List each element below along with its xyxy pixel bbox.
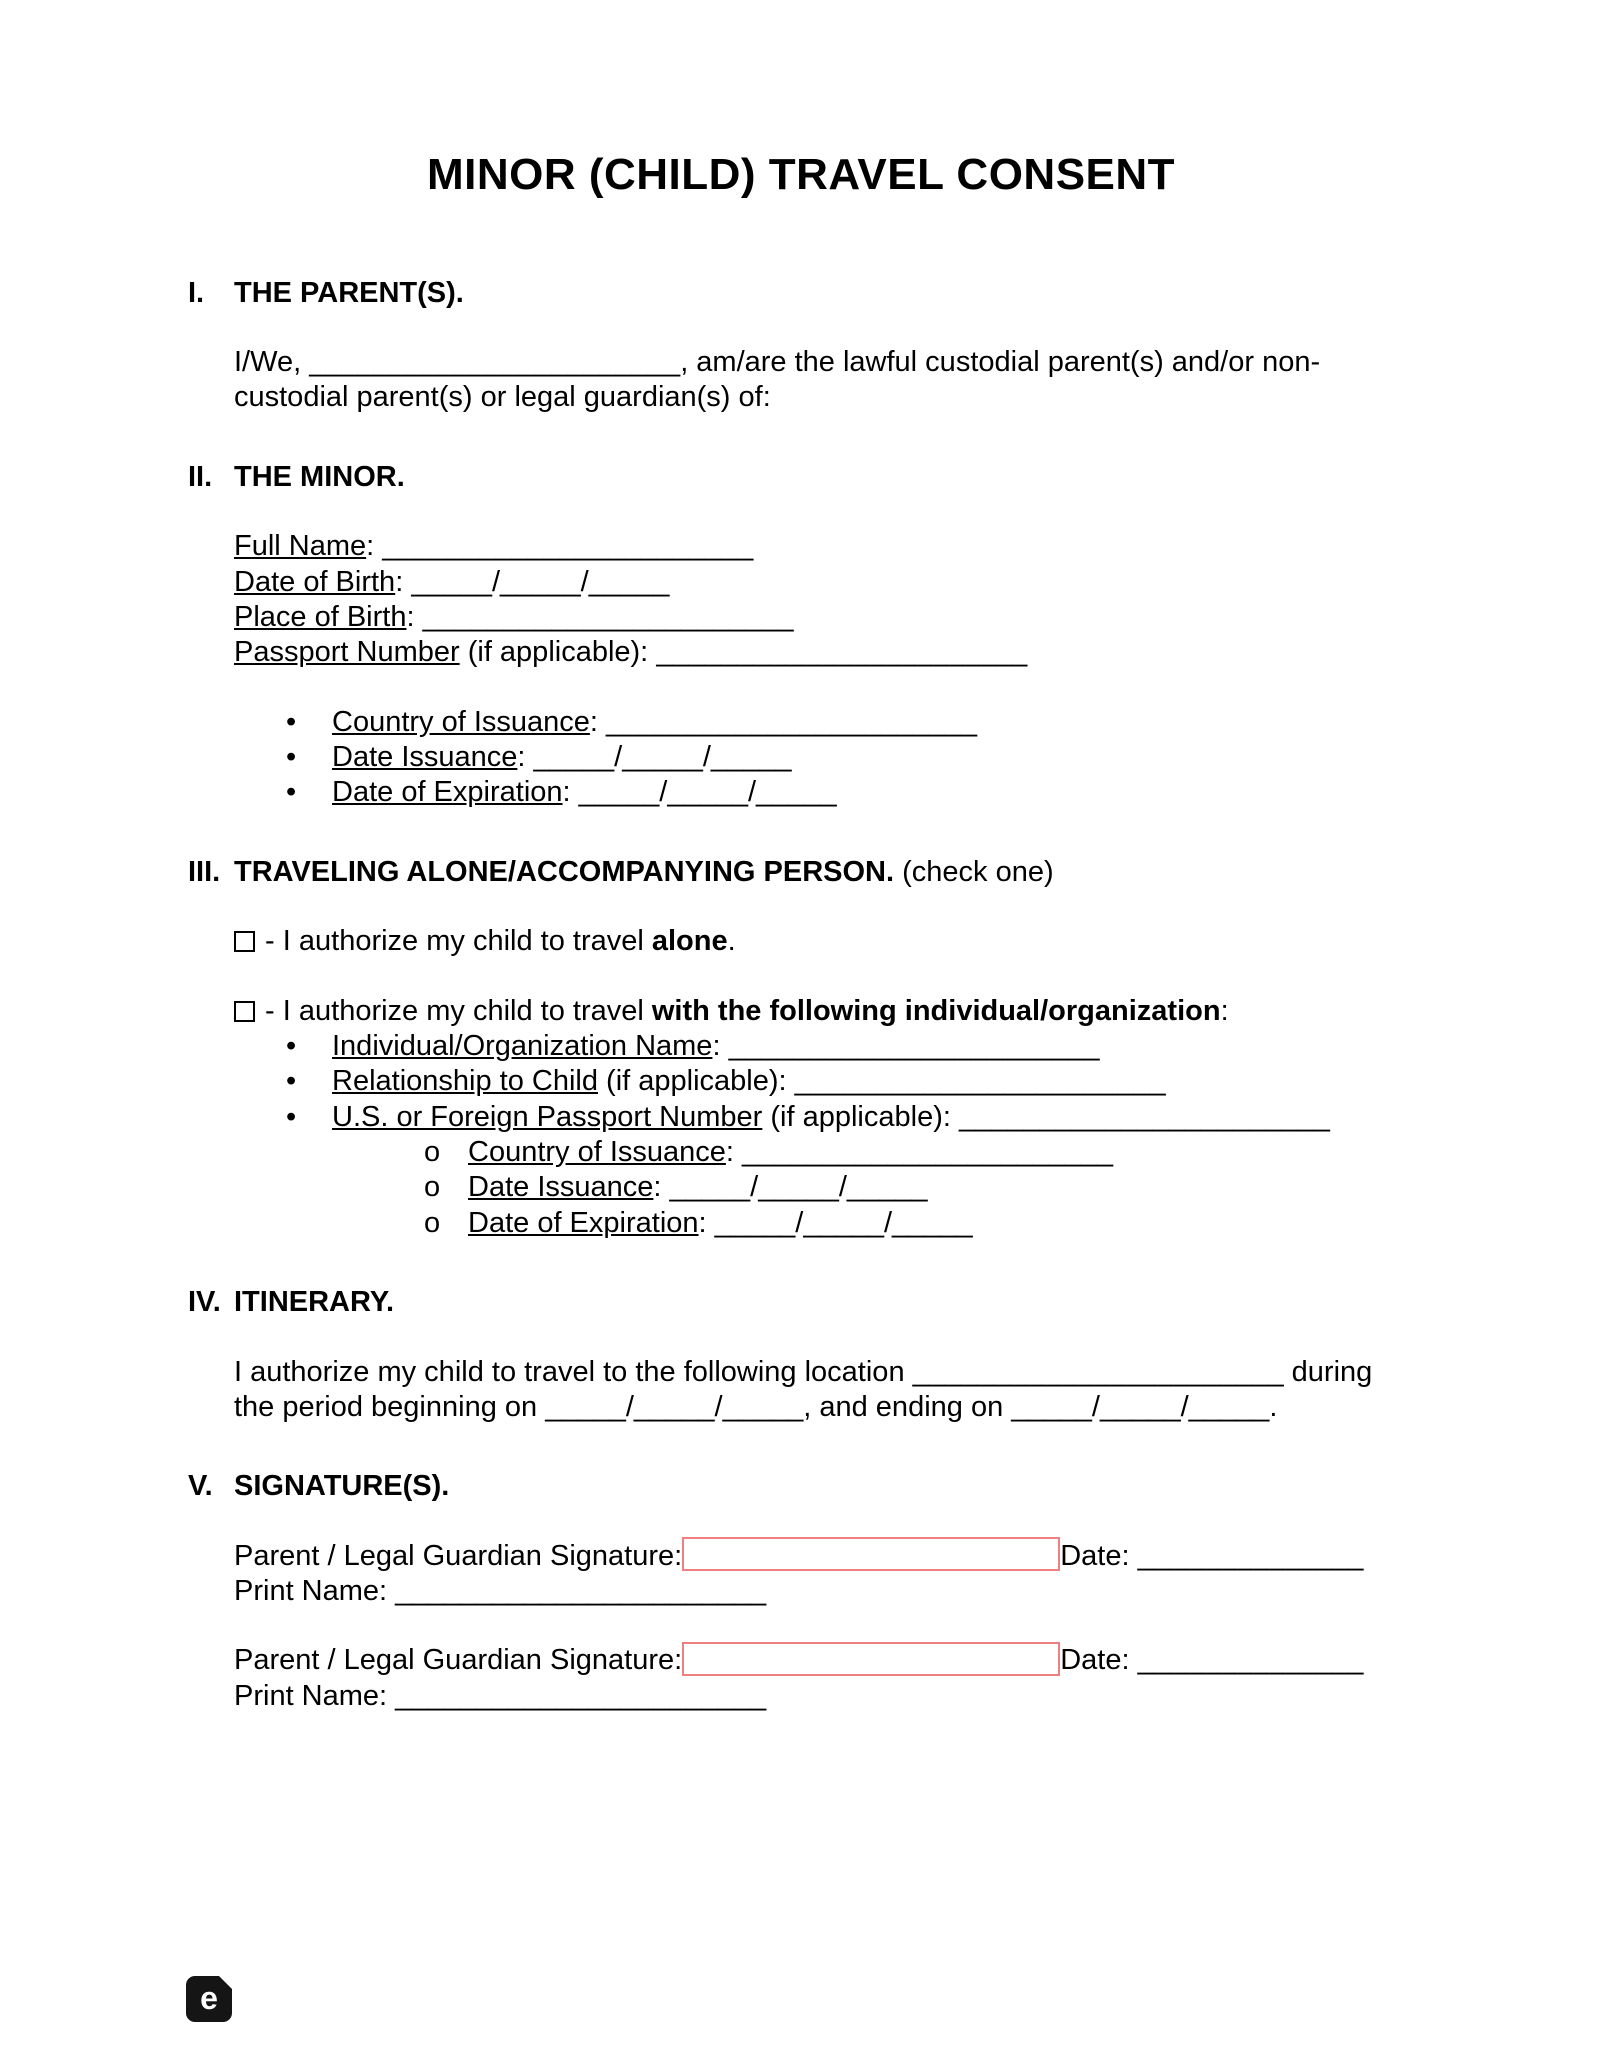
section-minor [188,460,1414,811]
signature-block-2 [234,1643,1414,1714]
itinerary-location-blank: _______________________ [912,1355,1284,1388]
subbullet-text [468,1170,928,1205]
section-signatures-heading: SIGNATURE(S). [234,1470,450,1503]
date-of-birth-separator: : [395,565,412,598]
circle-marker: o [424,1171,441,1204]
subbullet-date-of-expiration [424,1206,1414,1241]
field-date-of-birth [234,565,1414,600]
section-signatures-heading-row [188,1469,1414,1504]
minor-passport-details [234,705,1414,811]
signature-row-2 [234,1643,1414,1678]
print-name-blank-1: _______________________ [395,1575,767,1608]
section-traveling [188,855,1414,1241]
document-title: MINOR (CHILD) TRAVEL CONSENT [426,150,1176,199]
accompanying-date-of-expiration-blank: _____/_____/_____ [714,1206,973,1239]
signature-label-2: Parent / Legal Guardian Signature: [234,1644,683,1677]
bullet-marker: • [286,1065,297,1098]
date-issuance-blank: _____/_____/_____ [533,741,792,774]
print-name-row-2 [234,1679,1414,1714]
field-passport-number [234,635,1414,670]
accompanying-date-of-expiration-label: Date of Expiration [468,1206,699,1239]
full-name-separator: : [366,530,383,563]
subbullet-country-of-issuance [424,1135,1414,1170]
bullet-text [332,740,792,775]
itinerary-begin-date-blank: _____/_____/_____ [545,1390,804,1423]
travel-with-prefix: - I authorize my child to travel [257,994,652,1027]
section-signatures [188,1469,1414,1714]
us-foreign-passport-number-separator: (if applicable): [762,1100,959,1133]
itinerary-prefix: I authorize my child to travel to the following location [234,1355,913,1388]
parents-statement-line1 [234,345,1414,380]
section-traveling-heading-row [188,855,1414,890]
circle-marker: o [424,1136,441,1169]
bullet-marker: • [286,776,297,809]
travel-alone-prefix: - I authorize my child to travel [257,925,652,958]
travel-with-checkbox[interactable] [234,1001,255,1022]
relationship-to-child-label: Relationship to Child [332,1065,598,1098]
field-full-name [234,529,1414,564]
parents-name-blank: _______________________ [309,346,681,379]
subbullet-text [468,1135,1113,1170]
date-issuance-label: Date Issuance [332,741,518,774]
option-travel-alone [234,924,1414,959]
full-name-blank: _______________________ [382,530,754,563]
signature-block-1 [234,1539,1414,1610]
section-parents-heading-row [188,276,1414,311]
subbullet-text [468,1206,973,1241]
itinerary-line2-mid: , and ending on [803,1390,1012,1423]
relationship-to-child-separator: (if applicable): [597,1065,795,1098]
us-foreign-passport-number-label: U.S. or Foreign Passport Number [332,1100,763,1133]
section-itinerary-numeral: IV. [188,1286,221,1319]
print-name-label-1: Print Name: [234,1575,396,1608]
bullet-us-foreign-passport-number [286,1100,1414,1135]
bullet-text [332,705,977,740]
section-parents-numeral: I. [188,276,205,309]
passport-number-separator: (if applicable): [459,636,657,669]
full-name-label: Full Name [234,530,367,563]
section-traveling-numeral: III. [188,855,221,888]
place-of-birth-label: Place of Birth [234,600,407,633]
bullet-text [332,1029,1100,1064]
section-parents-heading: THE PARENT(S). [234,276,464,309]
eforms-logo-letter: e [200,1980,218,2017]
itinerary-line2 [234,1390,1414,1425]
date-issuance-separator: : [517,741,534,774]
bullet-country-of-issuance [286,705,1414,740]
travel-alone-checkbox[interactable] [234,931,255,952]
place-of-birth-separator: : [406,600,423,633]
print-name-label-2: Print Name: [234,1679,396,1712]
date-of-expiration-label: Date of Expiration [332,776,563,809]
option-travel-with [234,994,1414,1029]
itinerary-line1-suffix: during [1283,1355,1373,1388]
date-of-expiration-separator: : [562,776,579,809]
print-name-row-1 [234,1574,1414,1609]
us-foreign-passport-number-blank: _______________________ [958,1100,1330,1133]
country-of-issuance-label: Country of Issuance [332,705,590,738]
date-blank-1: ______________ [1137,1539,1364,1572]
travel-alone-suffix: . [727,925,736,958]
country-of-issuance-separator: : [589,705,607,738]
signature-label-1: Parent / Legal Guardian Signature: [234,1539,683,1572]
bullet-text [332,1064,1166,1099]
relationship-to-child-blank: _______________________ [794,1065,1166,1098]
section-minor-heading-row [188,460,1414,495]
parents-statement-suffix: , am/are the lawful custodial parent(s) and/or non- [680,346,1321,379]
accompanying-date-issuance-label: Date Issuance [468,1171,654,1204]
circle-marker: o [424,1206,441,1239]
section-signatures-numeral: V. [188,1470,213,1503]
date-of-birth-label: Date of Birth [234,565,396,598]
country-of-issuance-blank: _______________________ [606,705,978,738]
travel-alone-bold: alone [651,925,728,958]
bullet-relationship-to-child [286,1064,1414,1099]
bullet-marker: • [286,1100,297,1133]
accompanying-date-of-expiration-separator: : [698,1206,715,1239]
travel-with-bold: with the following individual/organization [651,994,1221,1027]
date-of-expiration-blank: _____/_____/_____ [578,776,837,809]
bullet-individual-organization-name [286,1029,1414,1064]
bullet-date-of-expiration [286,775,1414,810]
print-name-blank-2: _______________________ [395,1679,767,1712]
date-label-1: Date: [1060,1539,1138,1572]
itinerary-line2-suffix: . [1269,1390,1278,1423]
bullet-marker: • [286,1029,297,1062]
date-of-birth-blank: _____/_____/_____ [411,565,670,598]
section-minor-heading: THE MINOR. [234,460,405,493]
signature-box-1[interactable] [682,1537,1060,1571]
travel-with-suffix: : [1220,994,1229,1027]
parents-statement-prefix: I/We, [234,346,310,379]
place-of-birth-blank: _______________________ [422,600,794,633]
parents-statement-line2: custodial parent(s) or legal guardian(s) of: [234,381,771,414]
field-place-of-birth [234,600,1414,635]
signature-box-2[interactable] [682,1642,1060,1676]
subbullet-date-issuance [424,1170,1414,1205]
bullet-marker: • [286,741,297,774]
section-traveling-heading-text: TRAVELING ALONE/ACCOMPANYING PERSON. [234,855,895,888]
section-itinerary-heading-row [188,1285,1414,1320]
accompanying-country-of-issuance-separator: : [725,1136,743,1169]
itinerary-line2-prefix: the period beginning on [234,1390,546,1423]
itinerary-line1 [234,1355,1414,1390]
section-parents [188,276,1414,416]
section-itinerary [188,1285,1414,1425]
bullet-text [332,1100,1330,1135]
itinerary-end-date-blank: _____/_____/_____ [1011,1390,1270,1423]
signature-row-1 [234,1539,1414,1574]
accompanying-date-issuance-separator: : [653,1171,670,1204]
section-minor-numeral: II. [188,460,213,493]
passport-number-label: Passport Number [234,636,460,669]
individual-organization-name-blank: _______________________ [728,1029,1100,1062]
date-label-2: Date: [1060,1644,1138,1677]
section-traveling-heading [234,855,1054,890]
passport-number-blank: _______________________ [656,636,1028,669]
check-one-note: (check one) [894,855,1054,888]
date-blank-2: ______________ [1137,1644,1364,1677]
accompanying-country-of-issuance-blank: _______________________ [742,1136,1114,1169]
bullet-marker: • [286,705,297,738]
bullet-date-issuance [286,740,1414,775]
eforms-logo [186,1976,232,2022]
individual-organization-name-separator: : [712,1029,729,1062]
section-itinerary-heading: ITINERARY. [234,1286,395,1319]
bullet-text [332,775,837,810]
accompanying-date-issuance-blank: _____/_____/_____ [669,1171,928,1204]
individual-organization-name-label: Individual/Organization Name [332,1029,713,1062]
accompanying-country-of-issuance-label: Country of Issuance [468,1136,726,1169]
